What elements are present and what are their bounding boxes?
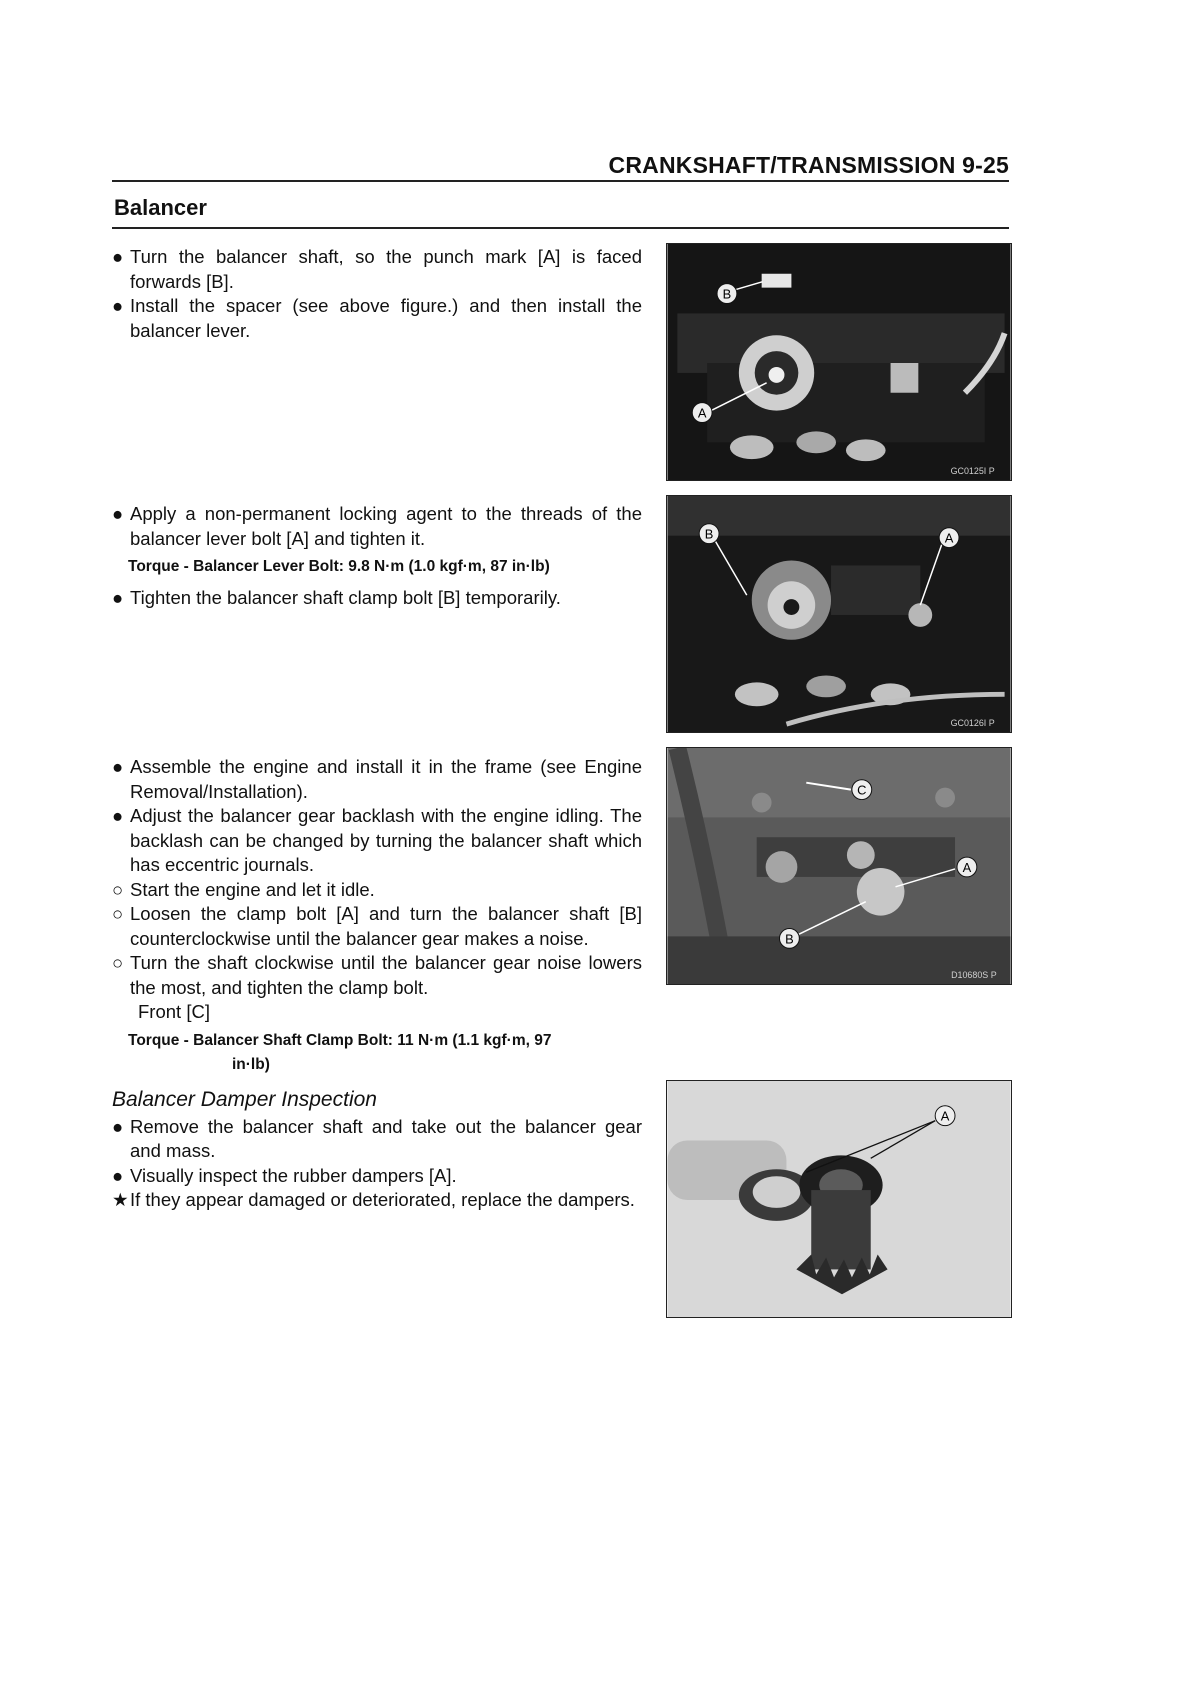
section-title: Balancer — [114, 195, 207, 220]
svg-text:A: A — [940, 1108, 950, 1124]
svg-text:B: B — [704, 526, 714, 542]
figure-1-photo — [666, 243, 1012, 481]
circle-bullet-icon: ○ — [112, 878, 124, 900]
svg-text:A: A — [962, 859, 972, 875]
bullet-icon: ● — [112, 295, 124, 316]
bullet-icon: ● — [112, 586, 124, 608]
block-turn-shaft — [112, 245, 642, 343]
torque-spec: Torque - Balancer Shaft Clamp Bolt: 11 N·m (1.1 kgf·m, 97 in·lb) — [128, 1031, 552, 1073]
block-damper-inspection — [112, 1088, 642, 1213]
star-item: ★ If they appear damaged or deteriorated, replace the dampers. — [112, 1188, 642, 1213]
sub-item: ○ Start the engine and let it idle. — [112, 878, 642, 903]
callout-label — [780, 928, 800, 948]
star-icon: ★ — [112, 1189, 129, 1210]
bullet-item: ● Remove the balancer shaft and take out the balancer gear and mass. — [112, 1115, 642, 1161]
bullet-item: ● Apply a non-permanent locking agent to the threads of the balancer lever bolt [A] and tighten it. — [112, 503, 642, 549]
section-rule — [112, 227, 1009, 229]
svg-text:C: C — [857, 782, 867, 798]
callout-label — [692, 403, 712, 423]
figure-4-photo — [666, 1080, 1012, 1318]
figure-code: GC0126I P — [950, 718, 995, 729]
bullet-item: ● Tighten the balancer shaft clamp bolt [B] temporarily. — [112, 586, 642, 611]
bullet-item: ● Install the spacer (see above figure.) and then install the balancer lever. — [112, 295, 642, 341]
circle-bullet-icon: ○ — [112, 903, 124, 924]
bullet-icon: ● — [112, 805, 124, 826]
block-backlash — [112, 755, 642, 1084]
torque-spec: Torque - Balancer Lever Bolt: 9.8 N·m (1.0 kgf·m, 87 in·lb) — [128, 558, 550, 575]
bullet-icon: ● — [112, 1164, 124, 1186]
svg-text:A: A — [944, 530, 954, 546]
svg-text:B: B — [785, 931, 794, 947]
block-lever-bolt — [112, 502, 642, 610]
figure-2-photo — [666, 495, 1012, 733]
engine-photo-3 — [667, 748, 1011, 984]
svg-text:B: B — [722, 286, 732, 302]
damper-photo — [667, 1081, 1011, 1317]
engine-photo-1 — [667, 244, 1011, 480]
bullet-icon: ● — [112, 503, 124, 524]
bullet-item: ● Adjust the balancer gear backlash with the engine idling. The backlash can be changed by turning the balancer shaft which has eccentric journals. — [112, 805, 642, 875]
bullet-item: ● Visually inspect the rubber dampers [A]. — [112, 1164, 642, 1189]
callout-label — [939, 528, 959, 548]
bullet-icon: ● — [112, 756, 124, 777]
engine-photo-2 — [667, 496, 1011, 732]
subheading: Balancer Damper Inspection — [112, 1088, 377, 1111]
page-header: CRANKSHAFT/TRANSMISSION 9-25 — [608, 152, 1009, 178]
callout-label — [852, 780, 872, 800]
callout-label — [699, 524, 719, 544]
bullet-icon: ● — [112, 246, 124, 267]
bullet-item: ● Assemble the engine and install it in the frame (see Engine Removal/Installation). — [112, 756, 642, 802]
svg-text:A: A — [697, 405, 707, 421]
header-rule — [112, 180, 1009, 182]
figure-code: D10680S P — [951, 970, 997, 981]
figure-code: GC0125I P — [950, 466, 995, 477]
callout-label — [957, 857, 977, 877]
front-label: Front [C] — [138, 1001, 210, 1022]
figure-3-photo — [666, 747, 1012, 985]
callout-label — [717, 284, 737, 304]
sub-item: ○ Turn the shaft clockwise until the balancer gear noise lowers the most, and tighten the clamp bolt. — [112, 952, 642, 998]
circle-bullet-icon: ○ — [112, 952, 124, 973]
callout-label — [935, 1106, 955, 1126]
bullet-icon: ● — [112, 1115, 124, 1137]
bullet-item: ● Turn the balancer shaft, so the punch mark [A] is faced forwards [B]. — [112, 246, 642, 292]
sub-item: ○ Loosen the clamp bolt [A] and turn the balancer shaft [B] counterclockwise until the balancer gear makes a noise. — [112, 903, 642, 949]
